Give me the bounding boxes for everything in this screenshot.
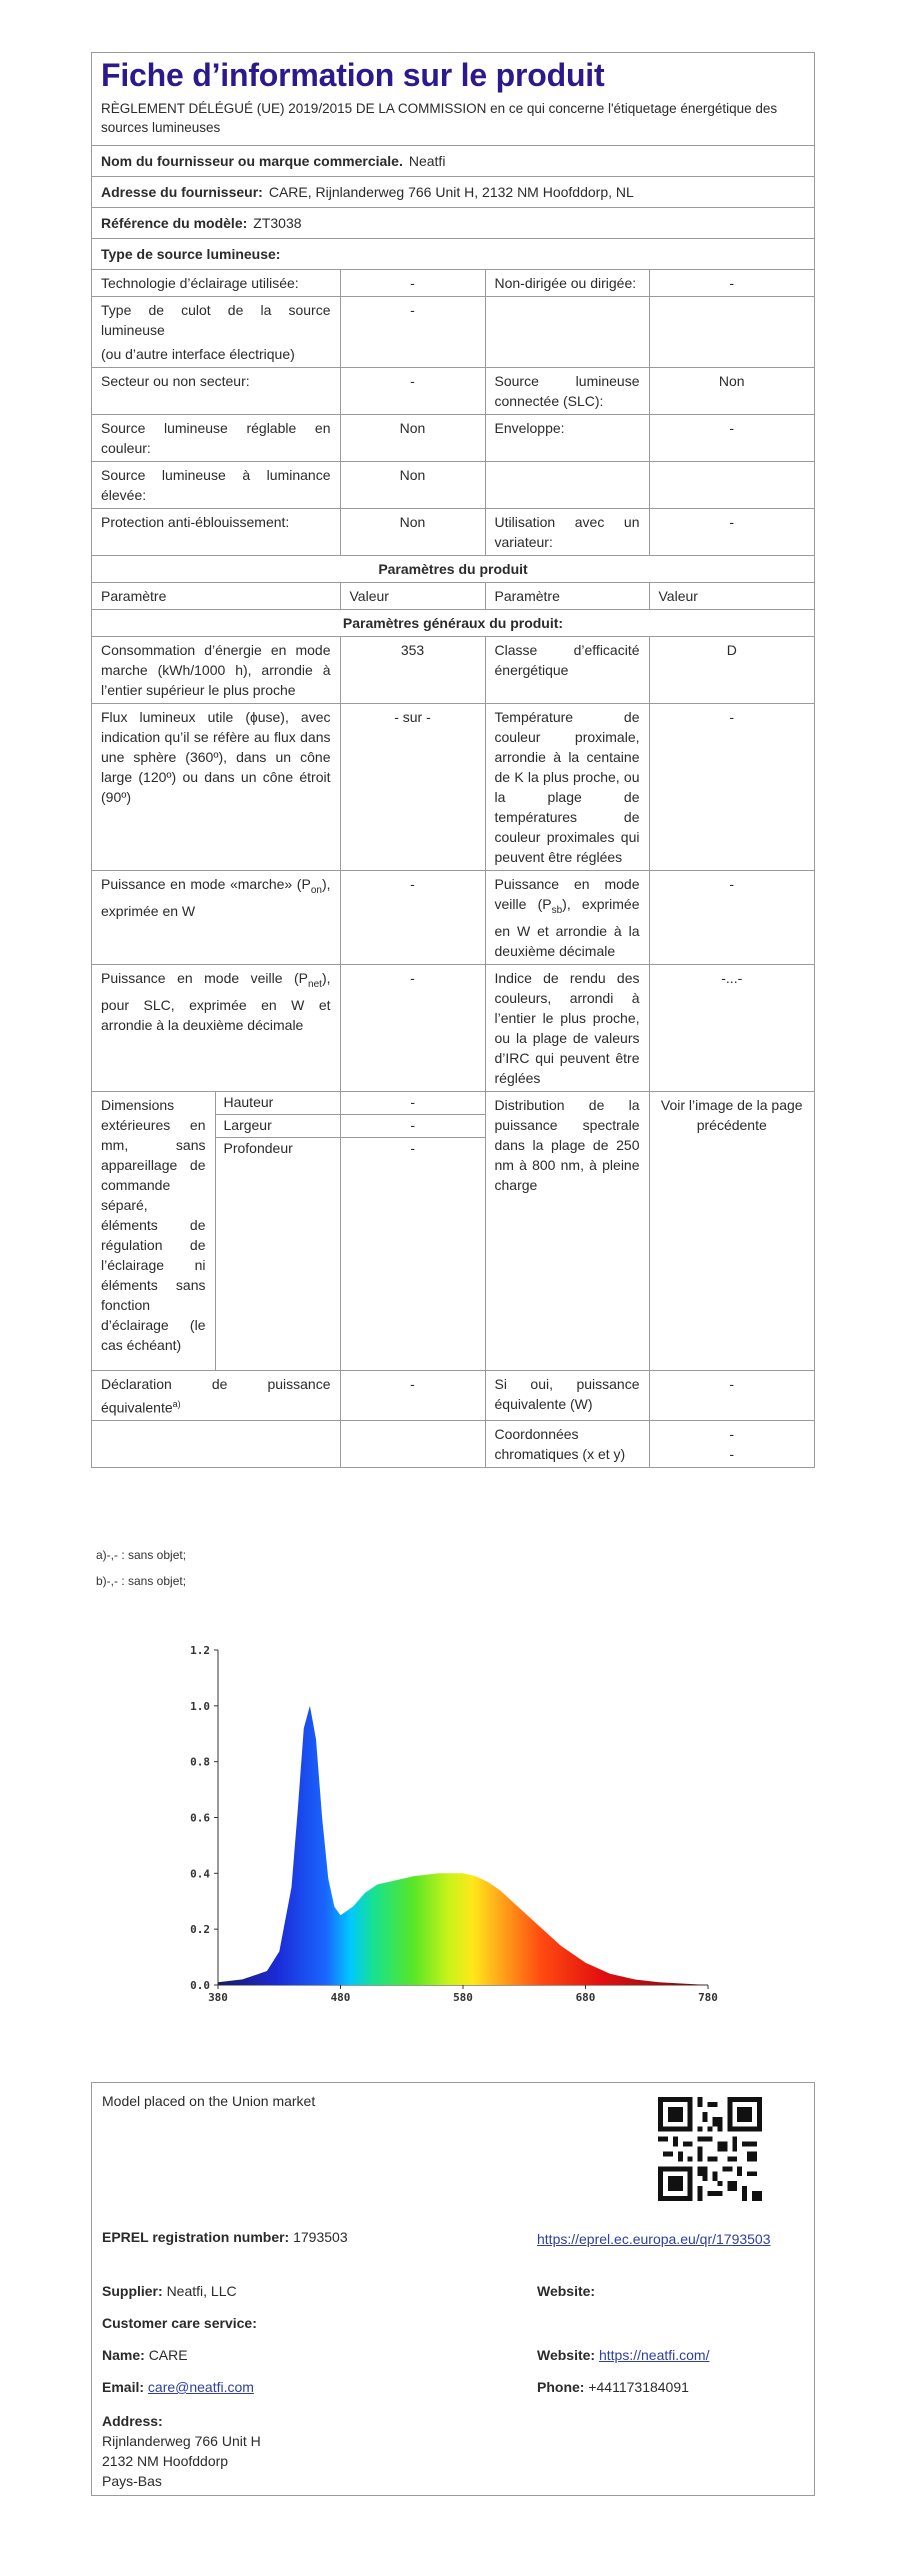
table-header-row bbox=[92, 583, 814, 610]
table-row bbox=[92, 368, 814, 415]
height-label: Hauteur bbox=[215, 1092, 340, 1115]
empty-cell bbox=[485, 462, 649, 509]
networked-standby-label: Puissance en mode veille $(P_{net})$, pour SLC, exprimée en W et arrondie à la deuxième décimale bbox=[92, 964, 340, 1091]
section-title: Paramètres du produit bbox=[92, 556, 814, 583]
technology-value: - bbox=[340, 270, 485, 297]
supplier-value: Neatfi, LLC bbox=[166, 2283, 237, 2299]
supplier-label: Supplier: bbox=[102, 2283, 163, 2299]
sheet-header bbox=[92, 53, 814, 146]
cap-type-note: (ou d’autre interface électrique) bbox=[101, 346, 295, 362]
supplier-row bbox=[102, 2283, 237, 2299]
column-header-value: Valeur bbox=[340, 583, 485, 610]
equivalent-power-label: Déclaration de puissance équivalente$^{a)}$ bbox=[92, 1370, 340, 1421]
general-section-title: Paramètres généraux du produit: bbox=[92, 610, 814, 637]
energy-class-label: Classe d’efficacité énergétique bbox=[485, 637, 649, 704]
mains-value: - bbox=[340, 368, 485, 415]
cri-label: Indice de rendu des couleurs, arrondi à l’entier le plus proche, ou la plage de valeurs d’IRC qui peuvent être réglées bbox=[485, 964, 649, 1091]
website-row bbox=[537, 2283, 595, 2299]
high-luminance-value: Non bbox=[340, 462, 485, 509]
name-row bbox=[102, 2347, 188, 2363]
energy-class-value: D bbox=[649, 637, 814, 704]
page-title: Fiche d’information sur le produit bbox=[101, 57, 605, 93]
empty-cell bbox=[649, 297, 814, 368]
supplier-value: Neatfi bbox=[408, 153, 446, 169]
x-tick-labels bbox=[208, 1991, 718, 2004]
y-tick-label: 0.8 bbox=[190, 1755, 210, 1769]
dimmer-value: - bbox=[649, 509, 814, 556]
y-tick-label: 0.4 bbox=[190, 1867, 210, 1881]
spectral-power-chart bbox=[160, 1628, 720, 2013]
eprel-link[interactable]: https://eprel.ec.europa.eu/qr/1793503 bbox=[537, 2231, 771, 2247]
connected-value: Non bbox=[649, 368, 814, 415]
table-row bbox=[92, 1091, 814, 1370]
table-row bbox=[92, 270, 814, 297]
footnote-b: b)-,- : sans objet; bbox=[96, 1574, 187, 1588]
empty-cell bbox=[649, 462, 814, 509]
color-tunable-value: Non bbox=[340, 415, 485, 462]
table-row bbox=[92, 509, 814, 556]
eprel-card bbox=[91, 2082, 815, 2496]
address-value: CARE, Rijnlanderweg 766 Unit H, 2132 NM Hoofddorp, NL bbox=[268, 184, 634, 200]
model-row bbox=[92, 208, 814, 239]
empty-cell bbox=[92, 1421, 340, 1468]
spectrum-area bbox=[218, 1706, 708, 1985]
dimensions-table bbox=[92, 1092, 485, 1370]
y-tick-label: 1.0 bbox=[190, 1699, 210, 1713]
spectral-distribution-label: Distribution de la puissance spectrale dans la plage de 250 nm à 800 nm, à pleine charge bbox=[485, 1091, 649, 1370]
phone-label: Phone: bbox=[537, 2379, 585, 2395]
color-temperature-value: - bbox=[649, 704, 814, 871]
height-value: - bbox=[340, 1092, 485, 1115]
address-line: Rijnlanderweg 766 Unit H bbox=[102, 2433, 261, 2449]
equivalent-power-w-label: Si oui, puissance équivalente (W) bbox=[485, 1370, 649, 1421]
email-row bbox=[102, 2379, 254, 2395]
email-label: Email: bbox=[102, 2379, 145, 2395]
equivalent-power-w-value: - bbox=[649, 1370, 814, 1421]
luminous-flux-value: - sur - bbox=[340, 704, 485, 871]
x-tick-label: 580 bbox=[453, 1991, 473, 2004]
connected-label: Source lumineuse connectée (SLC): bbox=[485, 368, 649, 415]
eprel-row bbox=[102, 2229, 348, 2245]
address-line: Pays-Bas bbox=[102, 2473, 162, 2489]
standby-power-label: Puissance en mode veille $(P_{sb})$, exprimée en W et arrondie à la deuxième décimale bbox=[485, 871, 649, 965]
envelope-label: Enveloppe: bbox=[485, 415, 649, 462]
width-value: - bbox=[340, 1114, 485, 1137]
table-row bbox=[92, 704, 814, 871]
y-tick-labels bbox=[190, 1644, 210, 1992]
x-tick-label: 780 bbox=[698, 1991, 718, 2004]
column-header-parameter: Paramètre bbox=[485, 583, 649, 610]
name-label: Name: bbox=[102, 2347, 145, 2363]
depth-label: Profondeur bbox=[215, 1137, 340, 1370]
regulation-text: RÈGLEMENT DÉLÉGUÉ (UE) 2019/2015 DE LA COMMISSION en ce qui concerne l'étiquetage énergétique des sources lumineuses bbox=[101, 101, 778, 135]
mains-label: Secteur ou non secteur: bbox=[92, 368, 340, 415]
depth-value: - bbox=[410, 1139, 416, 1156]
cri-value: -...- bbox=[649, 964, 814, 1091]
dimensions-cell bbox=[92, 1091, 485, 1370]
footnote-a: a)-,- : sans objet; bbox=[96, 1548, 187, 1562]
model-value: ZT3038 bbox=[253, 215, 302, 231]
table-row bbox=[92, 871, 814, 965]
table-row bbox=[92, 610, 814, 637]
chromaticity-label: Coordonnées chromatiques (x et y) bbox=[485, 1421, 649, 1468]
table-row bbox=[92, 964, 814, 1091]
table-row bbox=[92, 297, 814, 368]
market-text: Model placed on the Union market bbox=[102, 2093, 316, 2109]
table-row bbox=[92, 415, 814, 462]
light-source-type-row bbox=[92, 239, 814, 270]
technology-label: Technologie d’éclairage utilisée: bbox=[92, 270, 340, 297]
color-tunable-label: Source lumineuse réglable en couleur: bbox=[92, 415, 340, 462]
qr-code-icon bbox=[658, 2097, 762, 2201]
supplier-label: Nom du fournisseur ou marque commerciale. bbox=[101, 153, 403, 169]
standby-power-value: - bbox=[649, 871, 814, 965]
address-row bbox=[92, 177, 814, 208]
address-label: Adresse du fournisseur: bbox=[101, 184, 263, 200]
equivalent-power-value: - bbox=[340, 1370, 485, 1421]
x-tick-label: 380 bbox=[208, 1991, 228, 2004]
width-label: Largeur bbox=[215, 1114, 340, 1137]
dimmer-label: Utilisation avec un variateur: bbox=[485, 509, 649, 556]
energy-consumption-value: 353 bbox=[340, 637, 485, 704]
x-tick-label: 680 bbox=[575, 1991, 596, 2004]
website-link[interactable]: https://neatfi.com/ bbox=[598, 2347, 710, 2363]
dimensions-label: Dimensions extérieures en mm, sans appareillage de commande séparé, éléments de régulation de l’éclairage ni éléments sans fonction d’éclairage (le cas échéant) bbox=[92, 1092, 215, 1370]
address-line: 2132 NM Hoofddorp bbox=[102, 2453, 229, 2469]
networked-standby-value: - bbox=[340, 964, 485, 1091]
empty-cell bbox=[340, 1421, 485, 1468]
website2-label: Website: bbox=[537, 2347, 596, 2363]
table-row bbox=[92, 1370, 814, 1421]
model-label: Référence du modèle: bbox=[101, 215, 248, 231]
energy-consumption-label: Consommation d’énergie en mode marche (kWh/1000 h), arrondie à l’entier supérieur le plus proche bbox=[92, 637, 340, 704]
y-tick-label: 0.6 bbox=[190, 1811, 210, 1825]
spectral-distribution-value: Voir l’image de la page précédente bbox=[649, 1091, 814, 1370]
phone-value: +441173184091 bbox=[588, 2379, 689, 2395]
address-block bbox=[102, 2411, 261, 2491]
on-mode-power-value: - bbox=[340, 871, 485, 965]
table-row bbox=[92, 462, 814, 509]
eprel-label: EPREL registration number: bbox=[102, 2229, 290, 2245]
empty-cell bbox=[485, 297, 649, 368]
cap-type-cell bbox=[92, 297, 340, 368]
light-source-type-label: Type de source lumineuse: bbox=[101, 246, 281, 262]
cap-type-value: - bbox=[340, 297, 485, 368]
y-tick-label: 0.0 bbox=[190, 1979, 210, 1992]
cap-type-label: Type de culot de la source lumineuse bbox=[101, 302, 331, 338]
high-luminance-label: Source lumineuse à luminance élevée: bbox=[92, 462, 340, 509]
column-header-parameter: Paramètre bbox=[92, 583, 340, 610]
supplier-row bbox=[92, 146, 814, 177]
table-row bbox=[92, 637, 814, 704]
color-temperature-label: Température de couleur proximale, arrondie à la centaine de K la plus proche, ou la plage de températures de couleur proximales qui peuvent être réglées bbox=[485, 704, 649, 871]
directional-value: - bbox=[649, 270, 814, 297]
address-label: Address: bbox=[102, 2413, 163, 2429]
on-mode-power-label: Puissance en mode «marche» $(P_{on})$, exprimée en W bbox=[92, 871, 340, 965]
directional-label: Non-dirigée ou dirigée: bbox=[485, 270, 649, 297]
phone-row bbox=[537, 2379, 689, 2395]
y-tick-label: 1.2 bbox=[190, 1644, 210, 1657]
anti-glare-value: Non bbox=[340, 509, 485, 556]
chromaticity-value: - - bbox=[649, 1421, 814, 1468]
website-label: Website: bbox=[537, 2283, 596, 2299]
envelope-value: - bbox=[649, 415, 814, 462]
email-link[interactable]: care@neatfi.com bbox=[147, 2379, 254, 2395]
table-row bbox=[92, 1421, 814, 1468]
column-header-value: Valeur bbox=[649, 583, 814, 610]
x-tick-label: 480 bbox=[330, 1991, 351, 2004]
luminous-flux-label: Flux lumineux utile (ɸuse), avec indication qu’il se réfère au flux dans une sphère (360º), dans un cône large (120º) ou dans un cône étroit (90º) bbox=[92, 704, 340, 871]
website2-row bbox=[537, 2347, 709, 2363]
anti-glare-label: Protection anti-éblouissement: bbox=[92, 509, 340, 556]
name-value: CARE bbox=[148, 2347, 188, 2363]
product-information-sheet bbox=[91, 52, 815, 1468]
y-tick-label: 0.2 bbox=[190, 1923, 210, 1937]
table-row bbox=[92, 556, 814, 583]
eprel-value: 1793503 bbox=[293, 2229, 348, 2245]
type-table bbox=[92, 270, 814, 1467]
customer-care-heading: Customer care service: bbox=[102, 2315, 257, 2331]
